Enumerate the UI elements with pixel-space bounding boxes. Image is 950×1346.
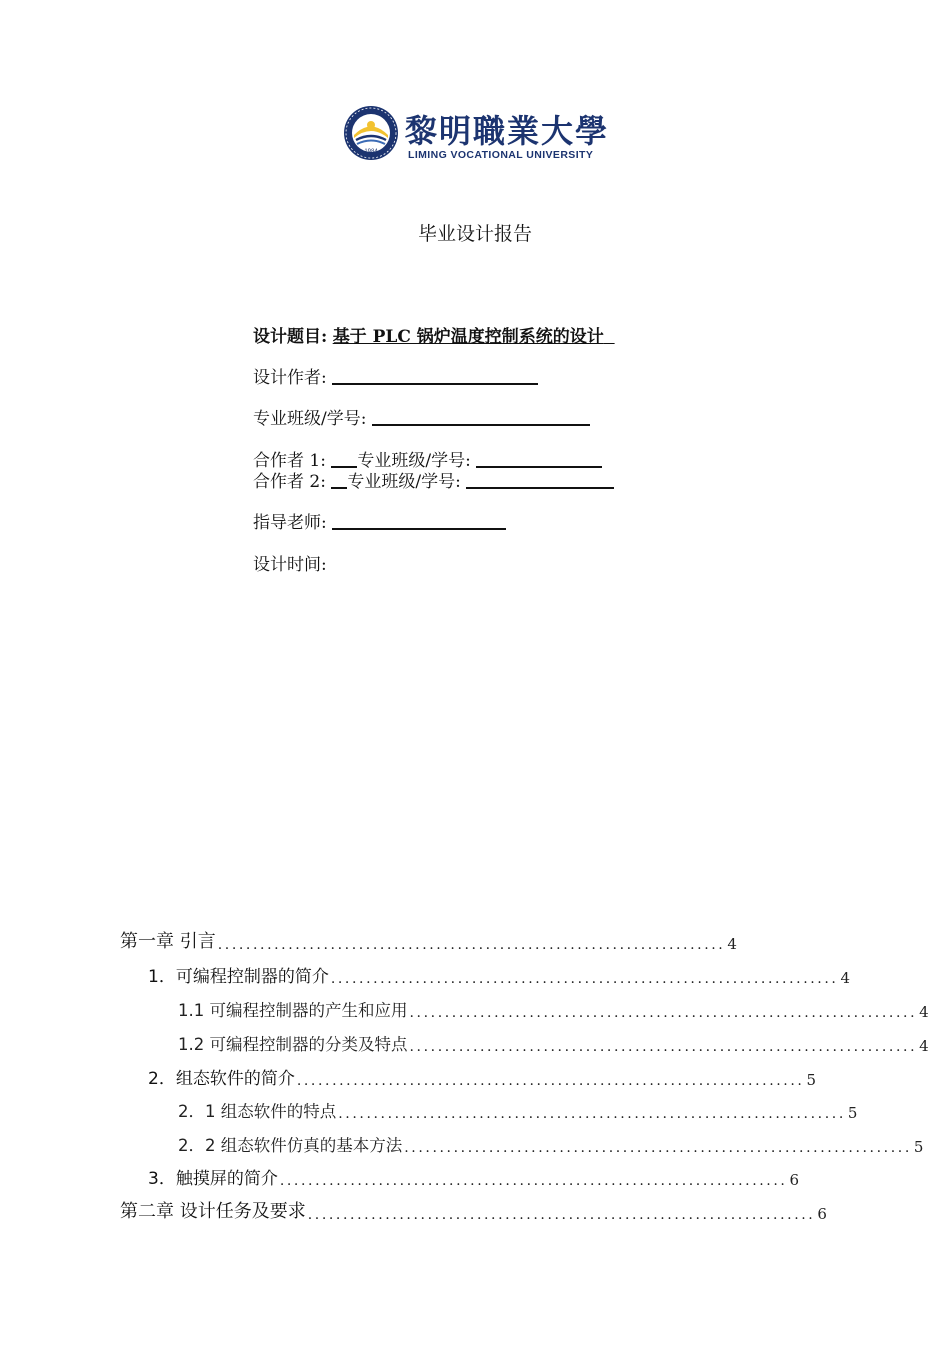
university-seal-icon: [342, 104, 400, 162]
topic-value: 基于 PLC 锅炉温度控制系统的设计: [332, 327, 604, 347]
class-label: 专业班级/学号:: [253, 409, 367, 429]
toc-entry-page: 6: [789, 1171, 799, 1189]
class-row: [253, 408, 590, 430]
toc-entry-title: 1.2 可编程控制器的分类及特点: [178, 1035, 408, 1054]
partner2-row: [253, 471, 614, 493]
toc-entry-page: 5: [847, 1104, 858, 1122]
advisor-label: 指导老师:: [253, 513, 327, 533]
university-name-cn: 黎明職業大學: [405, 112, 610, 150]
toc-entry-title: 1．可编程控制器的简介: [148, 967, 329, 987]
toc-leader-dots: ........................................................................: [307, 1207, 816, 1223]
toc-entry-1-2[interactable]: [178, 1031, 929, 1055]
toc-entry-title: 2．1 组态软件的特点: [178, 1102, 337, 1121]
toc-entry-page: 4: [727, 935, 737, 953]
toc-entry-page: 4: [919, 1003, 929, 1021]
time-label: 设计时间:: [253, 555, 327, 575]
class-field[interactable]: [372, 408, 590, 426]
toc-leader-dots: ........................................................................: [217, 937, 726, 953]
toc-entry-title: 第一章 引言: [120, 931, 216, 952]
toc-leader-dots: ........................................................................: [296, 1073, 805, 1089]
partner1-row: [253, 450, 602, 472]
toc-entry-chapter-1[interactable]: [120, 929, 737, 953]
advisor-row: [253, 512, 506, 534]
topic-label: 设计题目:: [253, 327, 328, 347]
toc-leader-dots: ........................................................................: [404, 1140, 912, 1156]
toc-leader-dots: ........................................................................: [338, 1106, 846, 1122]
seal-year: 1984: [364, 149, 378, 155]
author-label: 设计作者:: [253, 368, 327, 388]
partner1-label: 合作者 1:: [253, 451, 326, 471]
toc-entry-title: 2．2 组态软件仿真的基本方法: [178, 1136, 403, 1155]
toc-entry-page: 4: [919, 1037, 929, 1055]
university-name-en: LIMING VOCATIONAL UNIVERSITY: [408, 149, 594, 161]
toc-entry-2[interactable]: [148, 1065, 816, 1089]
toc-leader-dots: ........................................................................: [330, 971, 839, 987]
toc-entry-title: 第二章 设计任务及要求: [120, 1201, 306, 1222]
advisor-field[interactable]: [332, 512, 506, 530]
partner1-field[interactable]: [331, 450, 357, 468]
toc-entry-page: 6: [817, 1205, 827, 1223]
toc-leader-dots: ........................................................................: [409, 1005, 918, 1021]
toc-entry-3[interactable]: [148, 1165, 799, 1189]
university-logo: [342, 104, 612, 164]
toc-leader-dots: ........................................................................: [279, 1173, 788, 1189]
toc-entry-page: 5: [806, 1071, 816, 1089]
toc-entry-title: 1.1 可编程控制器的产生和应用: [178, 1001, 408, 1020]
toc-entry-title: 2．组态软件的简介: [148, 1069, 295, 1089]
toc-entry-2-2[interactable]: [178, 1132, 924, 1156]
partner2-field[interactable]: [331, 471, 347, 489]
partner1-class-label: 专业班级/学号:: [357, 451, 471, 471]
report-title: 毕业设计报告: [417, 223, 532, 245]
partner2-class-label: 专业班级/学号:: [347, 472, 461, 492]
toc-entry-2-1[interactable]: [178, 1098, 858, 1122]
toc-entry-page: 5: [913, 1138, 924, 1156]
author-row: [253, 367, 538, 389]
partner2-label: 合作者 2:: [253, 472, 326, 492]
time-row: [253, 554, 327, 576]
toc-entry-1[interactable]: [148, 963, 850, 987]
topic-row: [253, 326, 615, 348]
toc-entry-page: 4: [840, 969, 850, 987]
toc-entry-1-1[interactable]: [178, 997, 929, 1021]
toc-entry-chapter-2[interactable]: [120, 1199, 827, 1223]
toc-leader-dots: ........................................................................: [409, 1039, 918, 1055]
toc-entry-title: 3．触摸屏的简介: [148, 1169, 278, 1189]
author-field[interactable]: [332, 367, 538, 385]
partner1-class-field[interactable]: [476, 450, 602, 468]
partner2-class-field[interactable]: [466, 471, 614, 489]
